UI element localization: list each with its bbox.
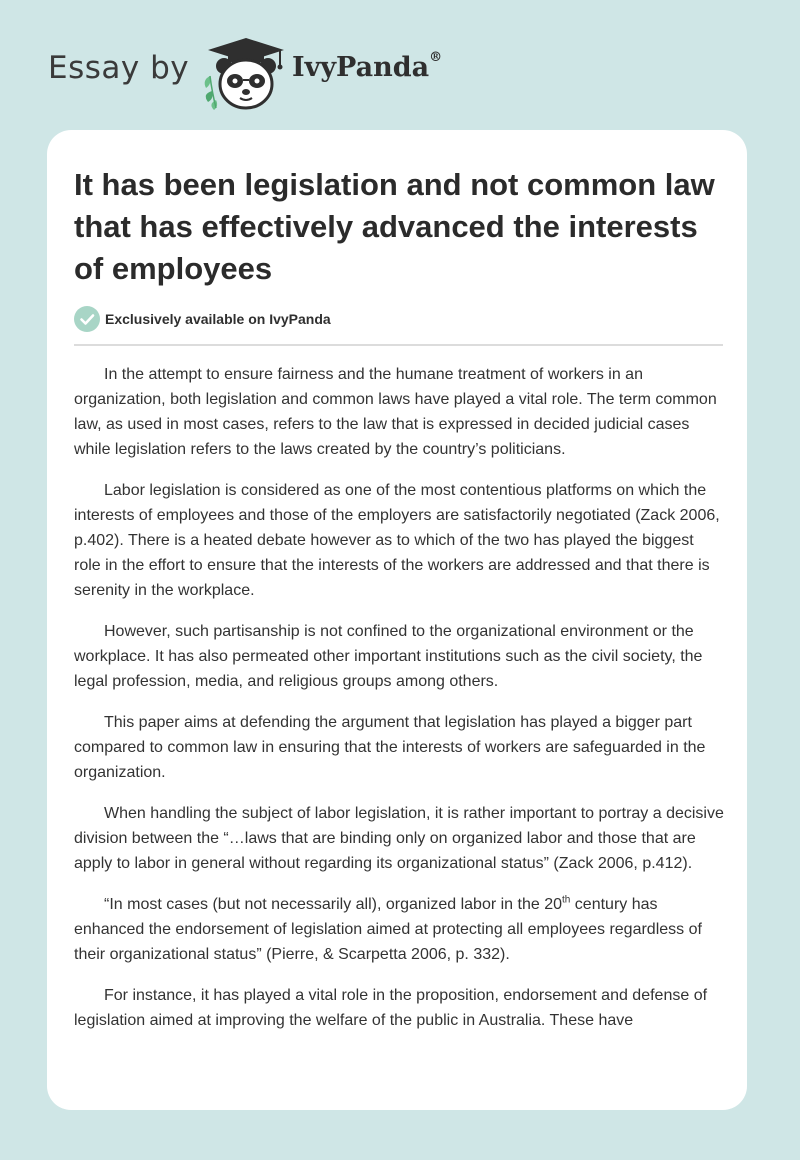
- brand-text: IvyPanda: [292, 52, 430, 83]
- paragraph-2: Labor legislation is considered as one of the most contentious platforms on which the interests of employees and those of the employers are satisfactorily negotiated (Zack 2006, p.402). There is a heated debate however as to which of the two has played the biggest role in the effort to ensure that the interests of the workers are addressed and that there is serenity in the workplace.: [74, 482, 720, 599]
- registered-mark: ®: [429, 50, 443, 65]
- essay-card: [47, 130, 747, 1110]
- check-circle-icon: [74, 306, 100, 332]
- paragraph-5: When handling the subject of labor legislation, it is rather important to portray a decisive division between the “…laws that are binding only on organized labor and those that are apply to labor in general without regarding its organizational status” (Zack 2006, p.412).: [74, 805, 724, 872]
- paragraph-6: [74, 892, 724, 967]
- paragraph-7: For instance, it has played a vital role in the proposition, endorsement and defense of legislation aimed at improving the welfare of the public in Australia. These have: [74, 987, 708, 1029]
- essay-by-label: Essay by: [48, 50, 190, 86]
- exclusive-badge-label: Exclusively available on IvyPanda: [105, 311, 331, 327]
- paragraph-3: However, such partisanship is not confined to the organizational environment or the workplace. It has also permeated other important institutions such as the civil society, the legal profession, media, and religious groups among others.: [74, 623, 703, 690]
- panda-graduate-logo-icon[interactable]: [200, 36, 292, 112]
- paragraph-6-start: “In most cases (but not necessarily all), organized labor in the 20: [104, 896, 563, 913]
- brand-name[interactable]: [292, 52, 442, 83]
- paragraph-1: In the attempt to ensure fairness and the humane treatment of workers in an organization, both legislation and common laws have played a vital role. The term common law, as used in most cases, refers to the law that is expressed in decided judicial cases while legislation refers to the laws created by the country’s politicians.: [74, 366, 717, 458]
- superscript-th: th: [562, 894, 571, 906]
- paragraph-4: This paper aims at defending the argument that legislation has played a bigger part compared to common law in ensuring that the interests of workers are safeguarded in the organization.: [74, 714, 706, 781]
- exclusive-badge: [74, 306, 331, 332]
- essay-body: [74, 362, 724, 1049]
- essay-title: It has been legislation and not common law that has effectively advanced the interests of employees: [74, 167, 715, 286]
- site-header: [0, 0, 800, 130]
- title-divider: [74, 344, 723, 346]
- paragraph-6-end: century has enhanced the endorsement of legislation aimed at protecting all employees regardless of their organizational status” (Pierre, & Scarpetta 2006, p. 332).: [74, 896, 702, 963]
